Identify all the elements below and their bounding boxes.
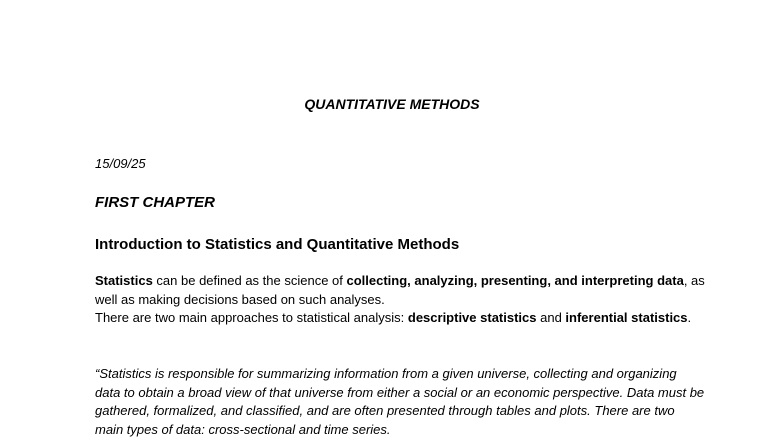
text-run: , as well as making decisions based on such analyses.: [95, 273, 705, 307]
text-run: can be defined as the science of: [152, 273, 347, 288]
term-data-process: collecting, analyzing, presenting, and interpreting data: [346, 273, 684, 288]
document-date: 15/09/25: [95, 156, 146, 171]
term-descriptive-statistics: descriptive statistics: [407, 310, 537, 326]
document-title: QUANTITATIVE METHODS: [304, 96, 480, 112]
text-run: .: [687, 310, 692, 326]
term-inferential-statistics: inferential statistics: [565, 310, 688, 326]
chapter-heading: FIRST CHAPTER: [95, 194, 215, 211]
section-heading: Introduction to Statistics and Quantitative Methods: [95, 236, 460, 253]
intro-paragraph: [95, 272, 705, 328]
term-statistics: Statistics: [95, 273, 153, 288]
text-run: and: [536, 310, 566, 326]
quote-paragraph: “Statistics is responsible for summarizing information from a given universe, collecting and organizing data to obtain a broad view of that universe from either a social or an economic perspective. Data must be gathered, formalized, and classified, and are often presented through tables and plots. There are two main types of data: cross-sectional and time series.: [95, 366, 705, 437]
text-run: There are two main approaches to statistical analysis:: [95, 310, 408, 326]
